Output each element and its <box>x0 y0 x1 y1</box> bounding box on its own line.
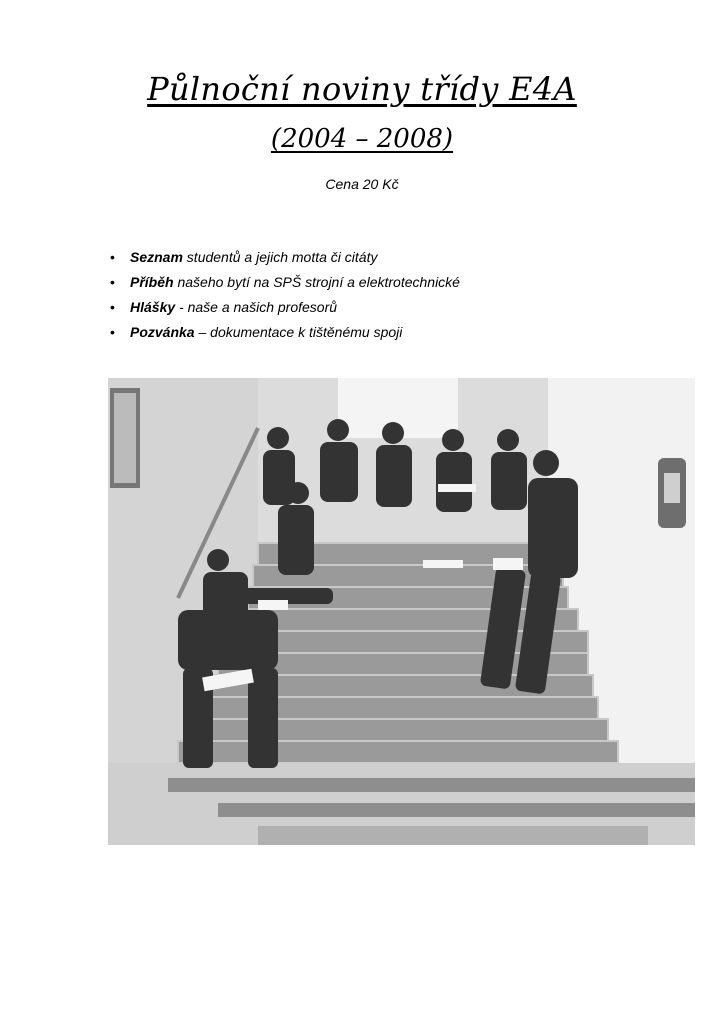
contents-list <box>110 245 460 345</box>
list-item <box>110 270 460 295</box>
class-photo <box>108 378 695 845</box>
list-item-text: studentů a jejich motta či citáty <box>182 249 378 265</box>
list-item <box>110 245 460 270</box>
price-label: Cena 20 Kč <box>325 176 399 192</box>
list-item-term: Hlášky <box>130 299 176 315</box>
page-title: Půlnoční noviny třídy E4A <box>147 70 577 108</box>
list-item <box>110 295 460 320</box>
list-item-term: Příběh <box>130 274 174 290</box>
list-item <box>110 320 460 345</box>
list-item-term: Seznam <box>130 249 183 265</box>
list-item-text: – dokumentace k tištěnému spoji <box>194 324 403 340</box>
years-subtitle: (2004 – 2008) <box>270 124 454 154</box>
list-item-text: - naše a našich profesorů <box>175 299 338 315</box>
list-item-term: Pozvánka <box>130 324 195 340</box>
list-item-text: našeho bytí na SPŠ strojní a elektrotechnické <box>173 274 460 290</box>
